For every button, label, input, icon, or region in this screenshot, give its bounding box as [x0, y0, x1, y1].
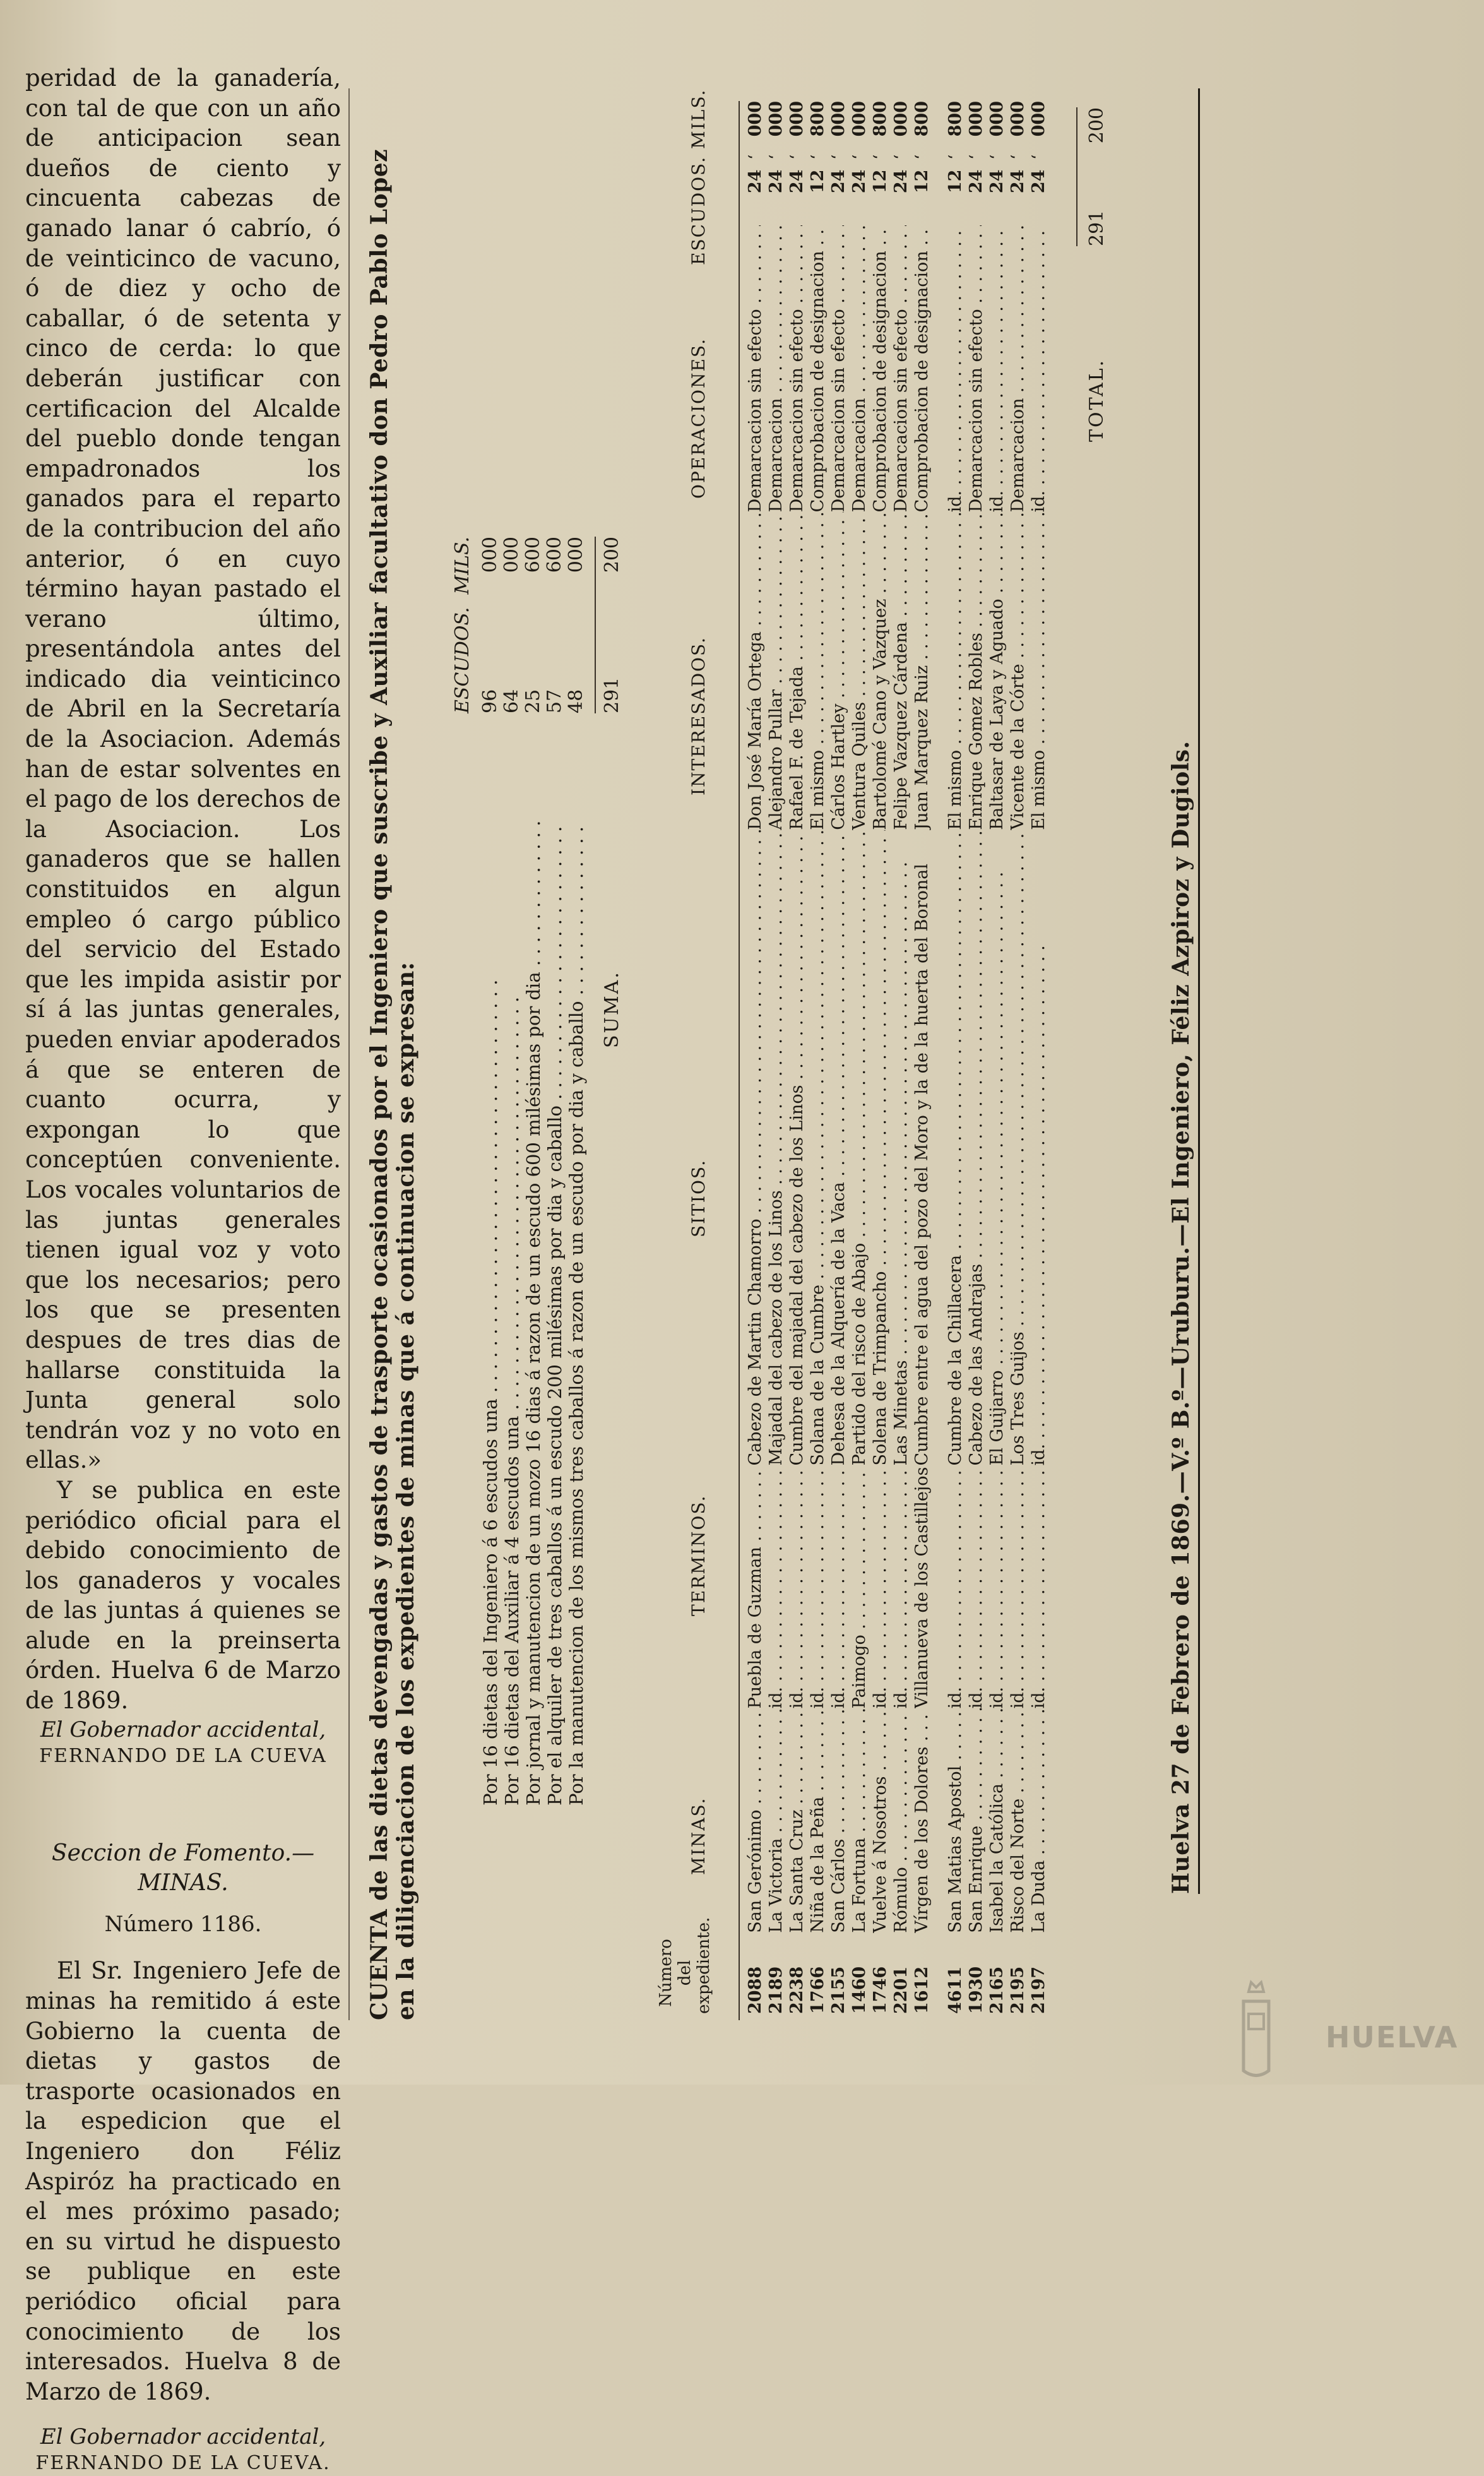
- calc-item: Por la manutencion de los mismos tres caballos á razon de un escudo por dia y caballo . . .: [566, 821, 587, 1806]
- table-row: 2201 Rómulo . . . id. . . . Las Minetas . . . Felipe Vazquez Cárdena . . . Demarcacion sin efecto . . . 24 ‘ 000: [891, 101, 911, 2020]
- header-expediente: Número del expediente.: [656, 1917, 713, 2014]
- header-interesados: INTERESADOS.: [688, 636, 709, 795]
- column-divider: [348, 88, 350, 2020]
- table-row: 2165 Isabel la Católica . . . id. . . . El Guijarro . . . Baltasar de Laya y Aguado . . . id. . . . 24 ‘ 000: [987, 101, 1007, 2020]
- account-title: CUENTA de las dietas devengadas y gastos de trasporte ocasionados por el Ingeniero que suscribe y Auxiliar facultativo don Pedro Pablo Lopez en la diligenciacion de los expedientes de minas que á continuacion se expresan:: [366, 148, 419, 2020]
- header-terminos: TERMINOS.: [688, 1494, 709, 1616]
- suma-label: SUMA.: [601, 970, 623, 1048]
- table-row: 2238 La Santa Cruz . . . id. . . . Cumbre del majadal del cabezo de los Linos . . . Rafael F. de Tejada . . . Demarcacion sin efecto . . . 24 ‘ 000: [787, 101, 807, 2020]
- watermark-text: HUELVA: [1326, 2020, 1459, 2054]
- calc-amounts: [480, 537, 587, 713]
- paragraph-ganaderia: peridad de la ganadería, con tal de que con un año de anticipacion sean dueños de ciento y cincuenta cabezas de ganado lanar ó cabrío, ó de veinticinco de vacuno, ó de diez y ocho de caballar, ó de setenta y cinco de cerda: lo que deberán justificar con certificacion del Alcalde del pueblo donde tengan empadronados los ganados para el reparto de la contribucion del año anterior, ó en cuyo término hayan pastado el verano último, presentándola antes del indicado dia veinticinco de Abril en la Secretaría de la Asociacion. Además han de estar solventes en el pago de los derechos de la Asociacion. Los ganaderos que se hallen constituidos en algun empleo ó cargo público del servicio del Estado que les impida asistir por sí á las juntas generales, pueden enviar apoderados á que se enteren de cuanto ocurra, y expongan lo que conceptúen conveniente. Los vocales voluntarios de las juntas generales tienen igual voz y voto que los necesarios; pero los que se presenten despues de tres dias de hallarse constituida la Junta general solo tendrán voz y no voto en ellas.»: [25, 64, 341, 1474]
- calc-amount: 25 600: [522, 537, 544, 713]
- left-column: [25, 63, 341, 2476]
- signature-name: FERNANDO DE LA CUEVA: [39, 1744, 327, 1767]
- calc-list: [480, 821, 587, 1806]
- paragraph-publicacion: Y se publica en este periódico oficial para el debido conocimiento de los ganaderos y vocales de las juntas á quienes se alude en la preinserta órden. Huelva 6 de Marzo de 1869.: [25, 1476, 341, 1715]
- suma-rule: [595, 537, 596, 713]
- table-row: 2189 La Victoria . . . id. . . . Majadal del cabezo de los Linos . . . Alejandro Pullar . . . Demarcacion . . . 24 ‘ 000: [766, 101, 787, 2020]
- notice-number: Número 1186.: [104, 1911, 262, 1937]
- table-row: 2197 La Duda . . . id. . . . id. . . . El mismo . . . id. . . . 24 ‘ 000: [1028, 101, 1049, 2020]
- mils-header: MILS.: [451, 537, 473, 595]
- signature-name-2: FERNANDO DE LA CUEVA.: [35, 2452, 331, 2475]
- calc-header: [451, 537, 473, 713]
- expedientes-table: [745, 101, 1049, 2020]
- table-row: 2155 San Cárlos . . . id. . . . Dehesa de la Alquería de la Vaca . . . Cárlos Hartley . . . Demarcacion sin efecto . . . 24 ‘ 000: [828, 101, 849, 2020]
- calc-amount: 57 600: [543, 537, 566, 713]
- table-row: 1930 San Enrique . . . id. . . . Cabezo de las Andrajas . . . Enrique Gomez Robles . . . Demarcacion sin efecto . . . 24 ‘ 000: [966, 101, 987, 2020]
- header-importe: ESCUDOS. MILS.: [688, 88, 709, 265]
- calc-item: Por el alquiler de tres caballos á un escudo 200 milésimas por dia y caballo . . .: [544, 821, 566, 1806]
- signature-role-2: El Gobernador accidental,: [40, 2424, 326, 2450]
- table-row: 1766 Niña de la Peña . . . id. . . . Solana de la Cumbre . . . El mismo . . . Comprobacion de designacion . . . 12 ‘ 800: [807, 101, 828, 2020]
- escudos-header: ESCUDOS.: [451, 607, 473, 713]
- footer-signature: Huelva 27 de Febrero de 1869.—V.º B.º—Uruburu.—El Ingeniero, Féliz Azpiroz y Dugiols.: [1168, 741, 1194, 1894]
- header-minas: MINAS.: [688, 1797, 709, 1875]
- table-row: 1460 La Fortuna . . . Paimogo . . . Partido del risco de Abajo . . . Ventura Quiles . . . Demarcacion . . . 24 ‘ 000: [849, 101, 870, 2020]
- table-row: 2195 Risco del Norte . . . id. . . . Los Tres Guijos . . . Vicente de la Córte . . . Demarcacion . . . 24 ‘ 000: [1007, 101, 1028, 2020]
- total-amount: 291 200: [1086, 107, 1108, 246]
- calc-item: Por 16 dietas del Ingeniero á 6 escudos una . . .: [480, 821, 501, 1806]
- total-label: TOTAL.: [1086, 358, 1108, 442]
- calc-amount: 96 000: [479, 537, 501, 713]
- calc-amount: 48 000: [565, 537, 587, 713]
- section-title: Seccion de Fomento.—MINAS.: [51, 1840, 315, 1896]
- table-row: 2088 San Gerónimo . . . Puebla de Guzman . . . Cabezo de Martin Chamorro . . . Don José María Ortega . . . Demarcacion sin efecto . . . 24 ‘ 000: [745, 101, 766, 2020]
- paragraph-ingeniero: El Sr. Ingeniero Jefe de minas ha remitido á este Gobierno la cuenta de dietas y gastos de trasporte ocasionados en la espedicion que el Ingeniero don Féliz Aspiróz ha practicado en el mes próximo pasado; en su virtud he dispuesto se publique en este periódico oficial para conocimiento de los interesados. Huelva 8 de Marzo de 1869.: [25, 1957, 341, 2405]
- total-rule: [1076, 107, 1077, 246]
- header-rule: [739, 101, 740, 2020]
- table-row: 1612 Vírgen de los Dolores . . . Villanueva de los Castillejos . . . Cumbre entre el agua del pozo del Moro y la de la huerta del Boronal Juan Marquez Ruiz . . . Comprobacion de designacion . . . 12 ‘ 800: [911, 101, 932, 2020]
- calc-amount: 64 000: [501, 537, 523, 713]
- calc-item: Por 16 dietas del Auxiliar á 4 escudos una . . .: [501, 821, 523, 1806]
- account-section: [360, 69, 1218, 2058]
- footer-rule: [1198, 88, 1200, 1894]
- table-row: 4611 San Matias Apostol . . . id. . . . Cumbre de la Chillacera . . . El mismo . . . id. . . . 12 ‘ 800: [945, 101, 966, 2020]
- header-sitios: SITIOS.: [688, 1158, 709, 1237]
- signature-role: El Gobernador accidental,: [40, 1717, 326, 1742]
- suma-amount: 291 200: [601, 537, 623, 713]
- table-row: 1746 Vuelve á Nosotros . . . id. . . . Solena de Trimpancho . . . Bartolomé Cano y Vazquez . . . Comprobacion de designacion . . . 12 ‘ 800: [870, 101, 891, 2020]
- calc-item: Por jornal y manutencion de un mozo 16 dias á razon de un escudo 600 milésimas por dia . . .: [523, 821, 544, 1806]
- header-operaciones: OPERACIONES.: [688, 338, 709, 499]
